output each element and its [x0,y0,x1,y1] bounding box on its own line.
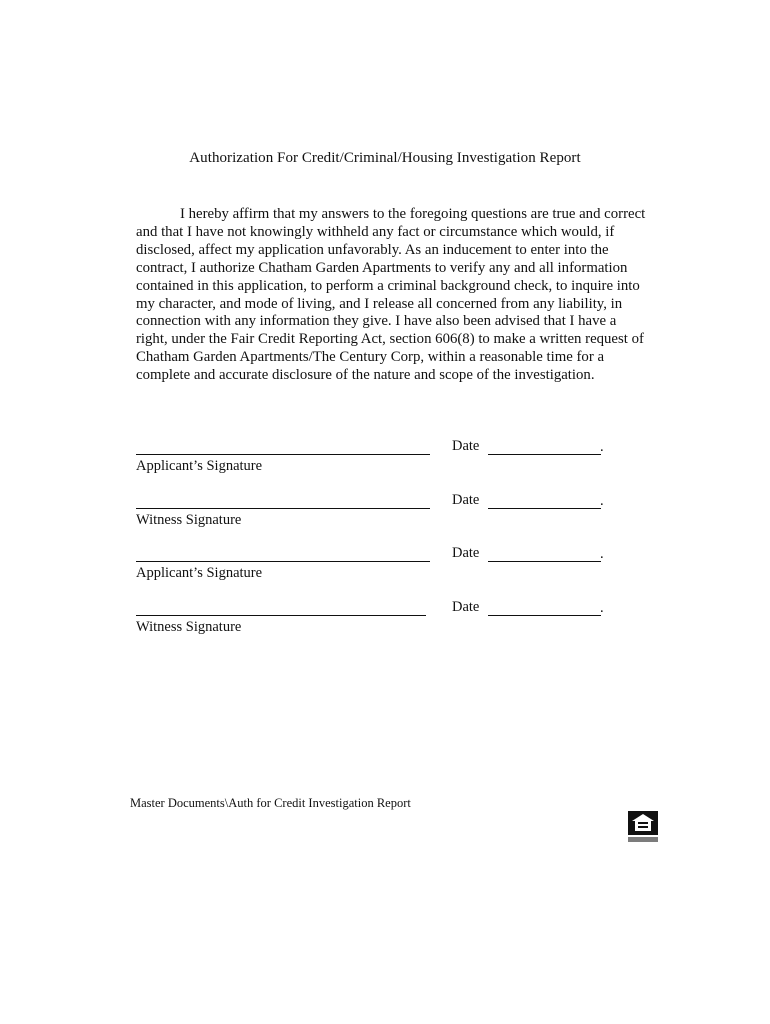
witness-signature-line[interactable] [136,508,430,509]
signature-row-witness-2 [136,599,616,639]
date-line[interactable] [488,508,601,509]
date-period: . [600,546,604,562]
signature-label: Applicant’s Signature [136,458,263,474]
witness-signature-line[interactable] [136,615,426,616]
date-period: . [600,493,604,509]
date-period: . [600,439,604,455]
signature-row-witness-1 [136,492,616,532]
authorization-paragraph: I hereby affirm that my answers to the foregoing questions are true and correct and that I have not knowingly withheld any fact or circumstance which would, if disclosed, affect my application unfavorably. As an inducement to enter into the contract, I authorize Chatham Garden Apartments to verify any and all information contained in this application, to perform a criminal background check, to inquire into my character, and mode of living, and I release all concerned from any liability, in connection with any information they give. I have also been advised that I have a right, under the Fair Credit Reporting Act, section 606(8) to make a written request of Chatham Garden Apartments/The Century Corp, within a reasonable time for a complete and accurate disclosure of the nature and scope of the investigation. [136,206,646,384]
date-line[interactable] [488,561,601,562]
signature-label: Applicant’s Signature [136,565,263,581]
date-label: Date [452,599,480,615]
page-title: Authorization For Credit/Criminal/Housing Investigation Report [189,150,581,166]
date-label: Date [452,438,480,454]
footer-document-path: Master Documents\Auth for Credit Investigation Report [130,796,411,810]
date-period: . [600,600,604,616]
signature-label: Witness Signature [136,619,242,635]
signature-row-applicant-1 [136,438,616,478]
date-label: Date [452,545,480,561]
date-line[interactable] [488,454,601,455]
applicant-signature-line[interactable] [136,561,430,562]
equal-housing-opportunity-icon [627,810,659,844]
date-line[interactable] [488,615,601,616]
date-label: Date [452,492,480,508]
applicant-signature-line[interactable] [136,454,430,455]
signature-label: Witness Signature [136,512,242,528]
signature-row-applicant-2 [136,545,616,585]
